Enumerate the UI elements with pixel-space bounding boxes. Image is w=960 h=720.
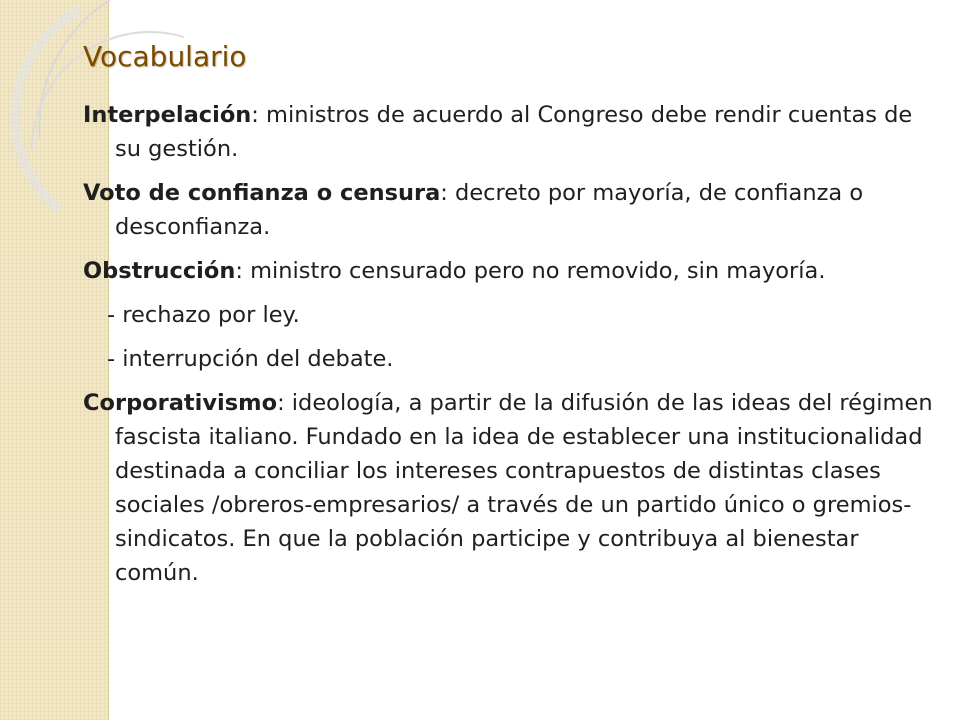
definition: ministros de acuerdo al Congreso debe rendir cuentas de su gestión. [115,102,913,162]
definition: decreto por mayoría, de confianza o desconfianza. [115,180,864,240]
sub-item-rechazo: - rechazo por ley. [107,302,300,328]
separator: : [277,390,285,416]
term: Interpelación [83,102,252,128]
definition: ministro censurado pero no removido, sin mayoría. [242,258,826,284]
entry-corporativismo [83,386,933,590]
term: Obstrucción [83,258,236,284]
entry-obstruccion [83,254,933,288]
definition: ideología, a partir de la difusión de las ideas del régimen fascista italiano. Fundado en la idea de establecer una institucionalidad destinada a conciliar los intereses contrapuestos de distintas clases sociales /obreros-empresarios/ a través de un partido único o gremios-sindicatos. En que la población participe y contribuya al bienestar común. [115,390,933,586]
separator: : [251,102,259,128]
entry-voto-de-confianza [83,176,933,244]
sub-item-interrupcion: - interrupción del debate. [107,346,394,372]
slide-body [83,98,933,600]
slide-title: Vocabulario [83,40,247,73]
separator: : [440,180,448,206]
separator: : [235,258,243,284]
term: Corporativismo [83,390,278,416]
term: Voto de confianza o censura [83,180,441,206]
entry-interpelacion [83,98,933,166]
